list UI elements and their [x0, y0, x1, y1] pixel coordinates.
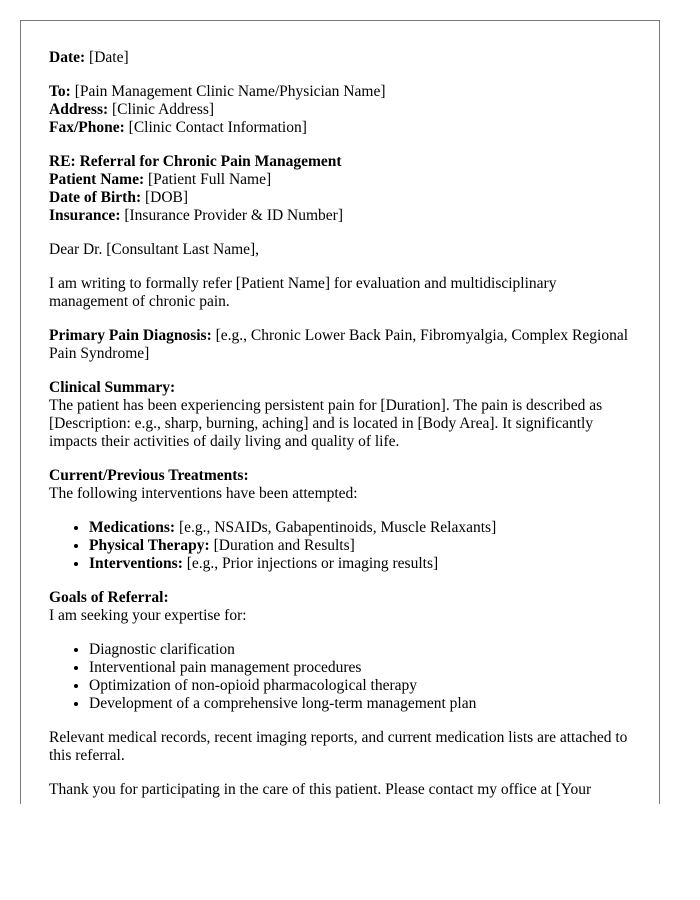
- treatment-label: Medications:: [89, 519, 176, 536]
- patient-name-label: Patient Name:: [49, 171, 145, 188]
- list-item: • Diagnostic clarification: [89, 641, 639, 659]
- recipient-block: [49, 83, 639, 137]
- date-value: [Date]: [89, 49, 129, 66]
- address-label: Address:: [49, 101, 109, 118]
- summary-paragraph: [49, 379, 639, 451]
- list-item: • Optimization of non-opioid pharmacological therapy: [89, 677, 639, 695]
- records-paragraph: Relevant medical records, recent imaging reports, and current medication lists are attached to this referral.: [49, 729, 628, 764]
- letter-page: [20, 20, 660, 804]
- goals-intro: I am seeking your expertise for:: [49, 607, 247, 624]
- insurance-label: Insurance:: [49, 207, 121, 224]
- treatment-value: [Duration and Results]: [213, 537, 355, 554]
- patient-name-value: [Patient Full Name]: [148, 171, 272, 188]
- treatments-intro: The following interventions have been attempted:: [49, 485, 358, 502]
- goals-list: [49, 641, 639, 713]
- to-line: [49, 83, 639, 101]
- closing-paragraph: Thank you for participating in the care of this patient. Please contact my office at [Your: [49, 781, 592, 798]
- treatments-paragraph: [49, 467, 639, 503]
- fax-label: Fax/Phone:: [49, 119, 125, 136]
- treatment-value: [e.g., NSAIDs, Gabapentinoids, Muscle Relaxants]: [178, 519, 497, 536]
- list-item: [89, 537, 639, 555]
- re-line: RE: Referral for Chronic Pain Management: [49, 153, 342, 170]
- list-item: [89, 555, 639, 573]
- diagnosis-value: [e.g., Chronic Lower Back Pain, Fibromyalgia, Complex Regional Pain Syndrome]: [49, 327, 629, 362]
- goals-heading: Goals of Referral:: [49, 589, 169, 606]
- summary-text: The patient has been experiencing persistent pain for [Duration]. The pain is described as [Description: e.g., sharp, burning, aching] and is located in [Body Area]. It significantly impacts their activities of daily living and quality of life.: [49, 397, 603, 450]
- list-item: • Development of a comprehensive long-term management plan: [89, 695, 639, 713]
- to-value: [Pain Management Clinic Name/Physician Name]: [74, 83, 386, 100]
- address-value: [Clinic Address]: [112, 101, 215, 118]
- date-block: [49, 49, 639, 67]
- intro-paragraph: I am writing to formally refer [Patient Name] for evaluation and multidisciplinary management of chronic pain.: [49, 275, 557, 310]
- patient-name-line: [49, 171, 639, 189]
- summary-heading: Clinical Summary:: [49, 379, 176, 396]
- treatment-label: Physical Therapy:: [89, 537, 210, 554]
- salutation: Dear Dr. [Consultant Last Name],: [49, 241, 260, 258]
- list-item: • Interventional pain management procedures: [89, 659, 639, 677]
- treatments-heading: Current/Previous Treatments:: [49, 467, 249, 484]
- treatment-label: Interventions:: [89, 555, 183, 572]
- fax-line: [49, 119, 639, 137]
- dob-value: [DOB]: [145, 189, 189, 206]
- treatments-list: [49, 519, 639, 573]
- dob-line: [49, 189, 639, 207]
- list-item: [89, 519, 639, 537]
- diagnosis-paragraph: [49, 327, 639, 363]
- referral-block: [49, 153, 639, 225]
- dob-label: Date of Birth:: [49, 189, 142, 206]
- fax-value: [Clinic Contact Information]: [128, 119, 307, 136]
- insurance-value: [Insurance Provider & ID Number]: [124, 207, 344, 224]
- date-label: Date:: [49, 49, 86, 66]
- insurance-line: [49, 207, 639, 225]
- treatment-value: [e.g., Prior injections or imaging results]: [186, 555, 439, 572]
- to-label: To:: [49, 83, 71, 100]
- goals-paragraph: [49, 589, 639, 625]
- letter-content: [49, 49, 639, 804]
- diagnosis-label: Primary Pain Diagnosis:: [49, 327, 212, 344]
- address-line: [49, 101, 639, 119]
